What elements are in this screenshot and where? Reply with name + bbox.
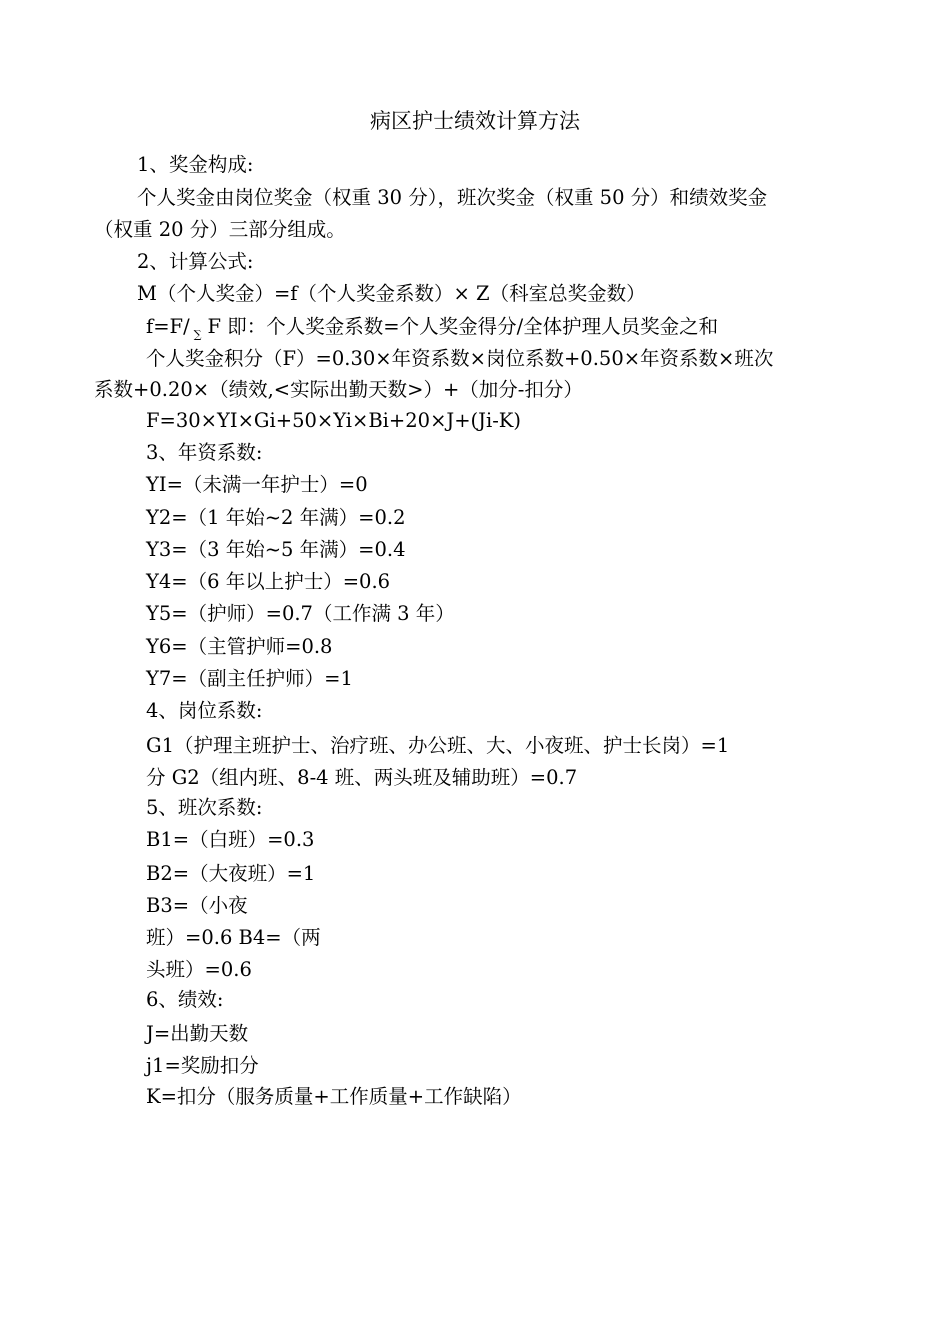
- sigma-symbol: ∑: [193, 328, 202, 341]
- paragraph-line: （权重 20 分）三部分组成。: [94, 218, 346, 241]
- list-item: Y4=（6 年以上护士）=0.6: [146, 570, 391, 593]
- formula-line: [146, 313, 718, 344]
- formula-line: F=30×YI×Gi+50×Yi×Bi+20×J+(Ji-K): [146, 409, 521, 432]
- section-heading-bonus-composition: 1、奖金构成:: [137, 153, 254, 176]
- list-item: YI=（未满一年护士）=0: [146, 473, 368, 496]
- formula-part: f=F/: [146, 315, 190, 338]
- list-item: j1=奖励扣分: [146, 1054, 259, 1077]
- list-item: B3=（小夜: [146, 894, 248, 917]
- list-item: Y3=（3 年始~5 年满）=0.4: [146, 538, 406, 561]
- section-heading-performance: 6、绩效:: [146, 988, 224, 1011]
- list-item: 头班）=0.6: [146, 958, 252, 981]
- list-item: B2=（大夜班）=1: [146, 862, 316, 885]
- list-item: 班）=0.6 B4=（两: [146, 926, 321, 949]
- formula-part: F 即：个人奖金系数=个人奖金得分/全体护理人员奖金之和: [207, 315, 719, 338]
- list-item: Y6=（主管护师=0.8: [146, 635, 333, 658]
- list-item: Y5=（护师）=0.7（工作满 3 年）: [146, 602, 455, 625]
- list-item: K=扣分（服务质量+工作质量+工作缺陷）: [146, 1085, 522, 1108]
- formula-line: M（个人奖金）=f（个人奖金系数）× Z（科室总奖金数）: [137, 282, 646, 305]
- section-heading-seniority: 3、年资系数:: [146, 441, 263, 464]
- list-item: G1（护理主班护士、治疗班、办公班、大、小夜班、护士长岗）=1: [146, 734, 730, 757]
- list-item: J=出勤天数: [146, 1022, 249, 1045]
- document-title: 病区护士绩效计算方法: [370, 109, 580, 133]
- section-heading-shift: 5、班次系数:: [146, 796, 263, 819]
- list-item: Y2=（1 年始~2 年满）=0.2: [146, 506, 406, 529]
- list-item: Y7=（副主任护师）=1: [146, 667, 353, 690]
- section-heading-position: 4、岗位系数:: [146, 699, 263, 722]
- list-item: 分 G2（组内班、8-4 班、两头班及辅助班）=0.7: [146, 766, 578, 789]
- paragraph-line: 个人奖金积分（F）=0.30×年资系数×岗位系数+0.50×年资系数×班次: [146, 347, 774, 370]
- paragraph-line: 个人奖金由岗位奖金（权重 30 分），班次奖金（权重 50 分）和绩效奖金: [137, 186, 768, 209]
- section-heading-formula: 2、计算公式:: [137, 250, 254, 273]
- list-item: B1=（白班）=0.3: [146, 828, 315, 851]
- paragraph-line: 系数+0.20×（绩效,<实际出勤天数>）+（加分-扣分）: [94, 378, 583, 401]
